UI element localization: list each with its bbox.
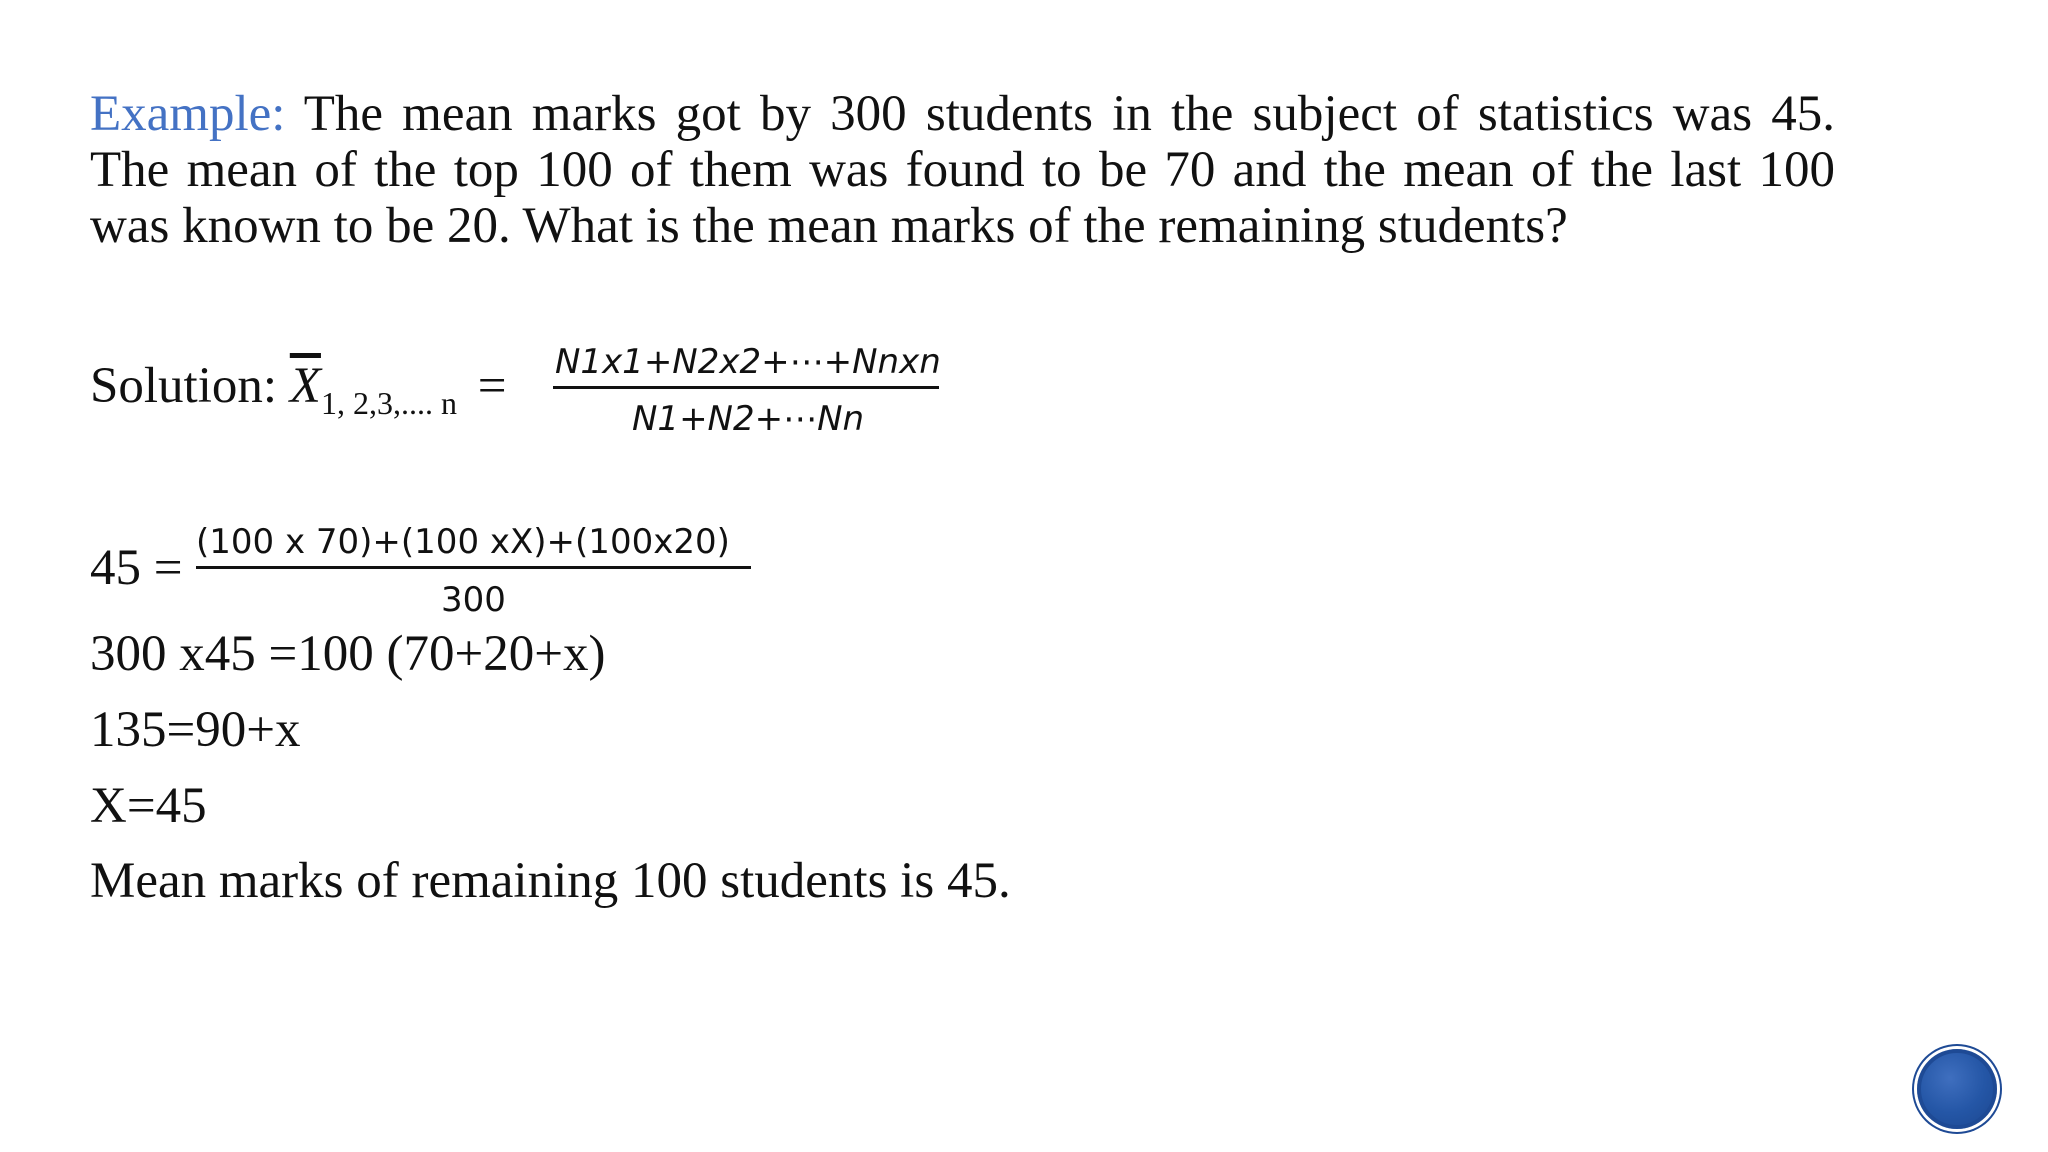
solution-denominator: N1+N2+⋯Nn — [632, 399, 865, 439]
equation-denominator: 300 — [441, 580, 506, 620]
solution-fraction-bar — [553, 386, 939, 389]
x-bar-subscript: 1, 2,3,.... n — [320, 385, 457, 421]
example-paragraph — [90, 86, 1835, 254]
equation-fraction-bar — [196, 566, 751, 569]
example-text: The mean marks got by 300 students in the subject of statistics was 45. The mean of the top 100 of them was found to be 70 and the mean of the last 100 was known to be 20. What is the mean marks of the remaining students? — [90, 86, 1835, 254]
step-3: X=45 — [90, 778, 207, 834]
equation-numerator: (100 x 70)+(100 xX)+(100x20) — [196, 522, 730, 562]
step-4: Mean marks of remaining 100 students is 45. — [90, 853, 1011, 909]
solution-label: Solution: — [90, 358, 278, 414]
equation-lhs: 45 = — [90, 540, 183, 596]
x-bar-symbol: $\overline{X}$ — [289, 358, 321, 414]
solution-lhs — [90, 358, 506, 419]
slide-decoration-circle — [1917, 1049, 1997, 1129]
solution-numerator: N1x1+N2x2+⋯+Nnxn — [555, 342, 941, 382]
solution-equals: = — [477, 358, 507, 414]
step-2: 135=90+x — [90, 702, 301, 758]
step-1: 300 x45 =100 (70+20+x) — [90, 626, 606, 682]
example-label: Example: — [90, 86, 286, 142]
